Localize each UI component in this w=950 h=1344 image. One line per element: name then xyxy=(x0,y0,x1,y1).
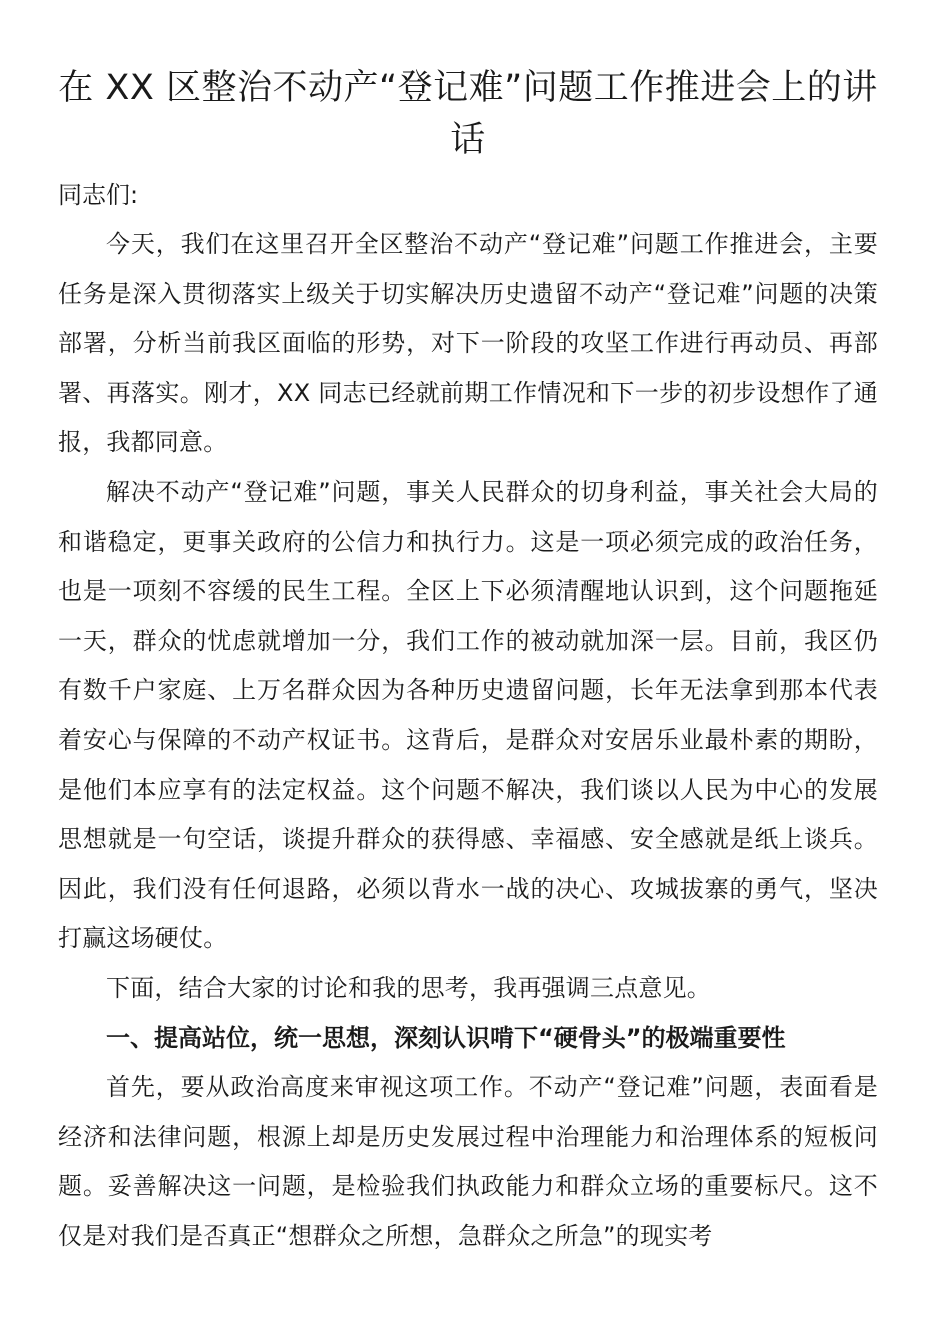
section-heading-1: 一、提高站位，统一思想，深刻认识啃下“硬骨头”的极端重要性 xyxy=(106,1023,786,1052)
paragraph-opening: 今天，我们在这里召开全区整治不动产“登记难”问题工作推进会，主要任务是深入贯彻落实上级关于切实解决历史遗留不动产“登记难”问题的决策部署，分析当前我区面临的形势，对下一阶段的攻坚工作进行再动员、再部署、再落实。刚才，XX 同志已经就前期工作情况和下一步的初步设想作了通报，我都同意。 xyxy=(58,230,878,457)
paragraph-section-1: 首先，要从政治高度来审视这项工作。不动产“登记难”问题，表面看是经济和法律问题，根源上却是历史发展过程中治理能力和治理体系的短板问题。妥善解决这一问题，是检验我们执政能力和群众立场的重要标尺。这不仅是对我们是否真正“想群众之所想，急群众之所急”的现实考 xyxy=(58,1073,878,1250)
document-title: 在 XX 区整治不动产“登记难”问题工作推进会上的讲话 xyxy=(58,68,878,160)
paragraph-transition: 下面，结合大家的讨论和我的思考，我再强调三点意见。 xyxy=(106,973,711,1002)
paragraph-importance: 解决不动产“登记难”问题，事关人民群众的切身利益，事关社会大局的和谐稳定，更事关政府的公信力和执行力。这是一项必须完成的政治任务，也是一项刻不容缓的民生工程。全区上下必须清醒地认识到，这个问题拖延一天，群众的忧虑就增加一分，我们工作的被动就加深一层。目前，我区仍有数千户家庭、上万名群众因为各种历史遗留问题，长年无法拿到那本代表着安心与保障的不动产权证书。这背后，是群众对安居乐业最朴素的期盼，是他们本应享有的法定权益。这个问题不解决，我们谈以人民为中心的发展思想就是一句空话，谈提升群众的获得感、幸福感、安全感就是纸上谈兵。因此，我们没有任何退路，必须以背水一战的决心、攻城拔寨的勇气，坚决打赢这场硬仗。 xyxy=(58,477,878,953)
salutation: 同志们: xyxy=(58,181,139,209)
